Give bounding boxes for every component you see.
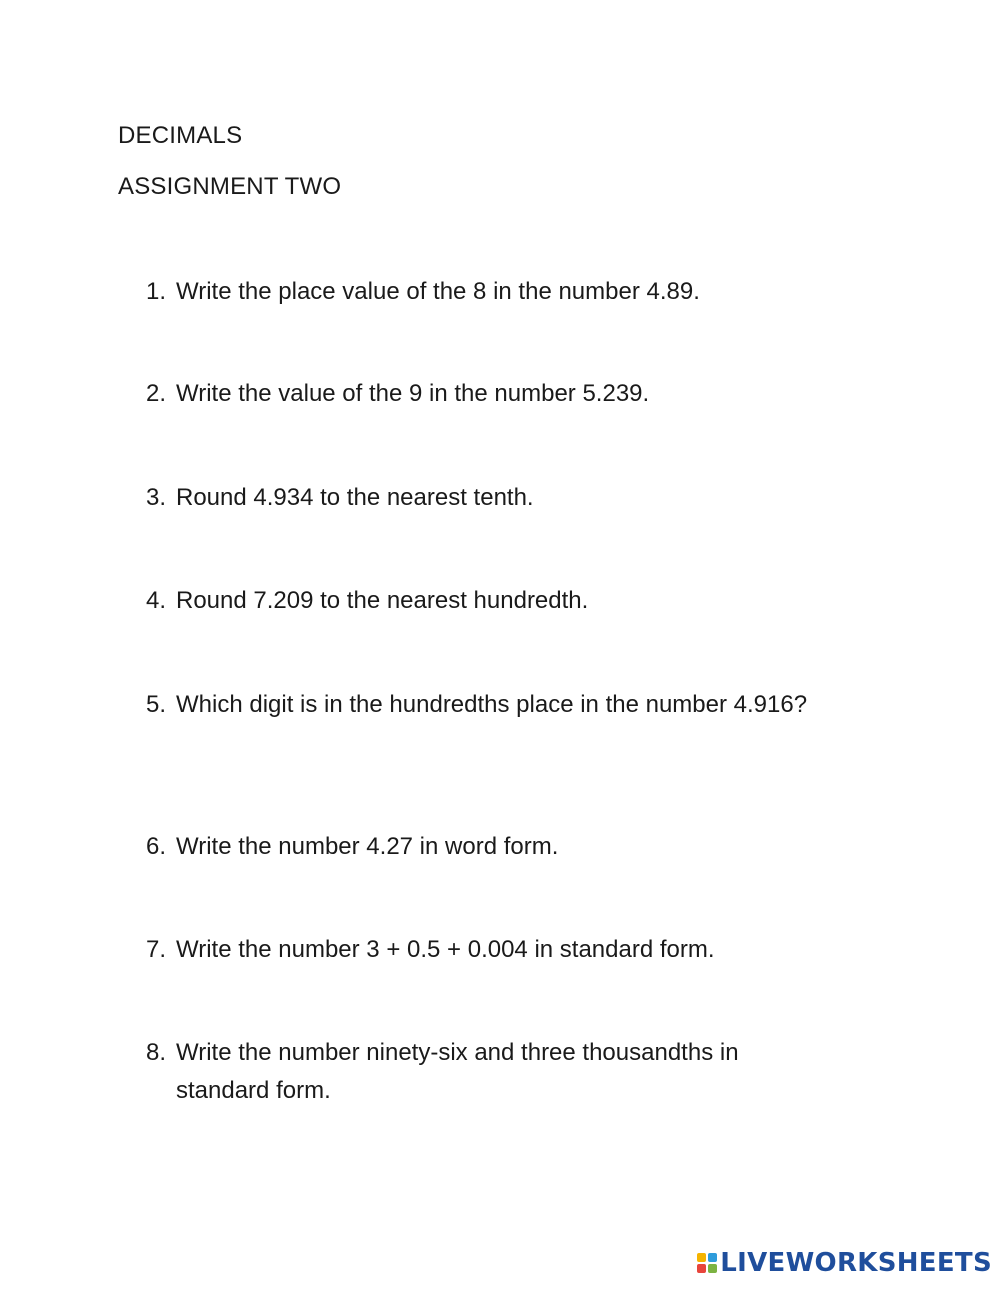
question-number: 4. [146,587,167,614]
liveworksheets-logo-icon [697,1253,717,1273]
logo-square-yellow [697,1253,706,1262]
question-number: 7. [146,936,167,963]
question-number: 1. [146,278,167,305]
logo-square-green [708,1264,717,1273]
question-item [146,686,826,724]
assignment-subtitle: ASSIGNMENT TWO [118,173,342,200]
page-title: DECIMALS [118,122,243,149]
question-text: Round 4.934 to the nearest tenth. [176,484,534,511]
liveworksheets-brand [697,1249,992,1277]
question-item [146,273,846,311]
logo-square-blue [708,1253,717,1262]
question-item [146,828,846,866]
question-text: Write the value of the 9 in the number 5.239. [176,380,650,407]
question-text: Write the place value of the 8 in the number 4.89. [176,278,700,305]
question-item [146,582,846,620]
question-item [146,1034,836,1110]
question-number: 5. [146,691,167,718]
question-text: Write the number 4.27 in word form. [176,833,559,860]
question-number: 2. [146,380,167,407]
question-number: 3. [146,484,167,511]
question-item [146,375,846,413]
question-item [146,479,846,517]
brand-name: LIVEWORKSHEETS [720,1248,992,1278]
question-text: Which digit is in the hundredths place in the number 4.916? [176,691,808,718]
question-text: Round 7.209 to the nearest hundredth. [176,587,589,614]
question-item [146,931,846,969]
question-text: Write the number 3 + 0.5 + 0.004 in standard form. [176,936,715,963]
question-text: Write the number ninety-six and three thousandths in standard form. [176,1039,739,1104]
logo-square-red [697,1264,706,1273]
question-number: 8. [146,1039,167,1066]
question-number: 6. [146,833,167,860]
